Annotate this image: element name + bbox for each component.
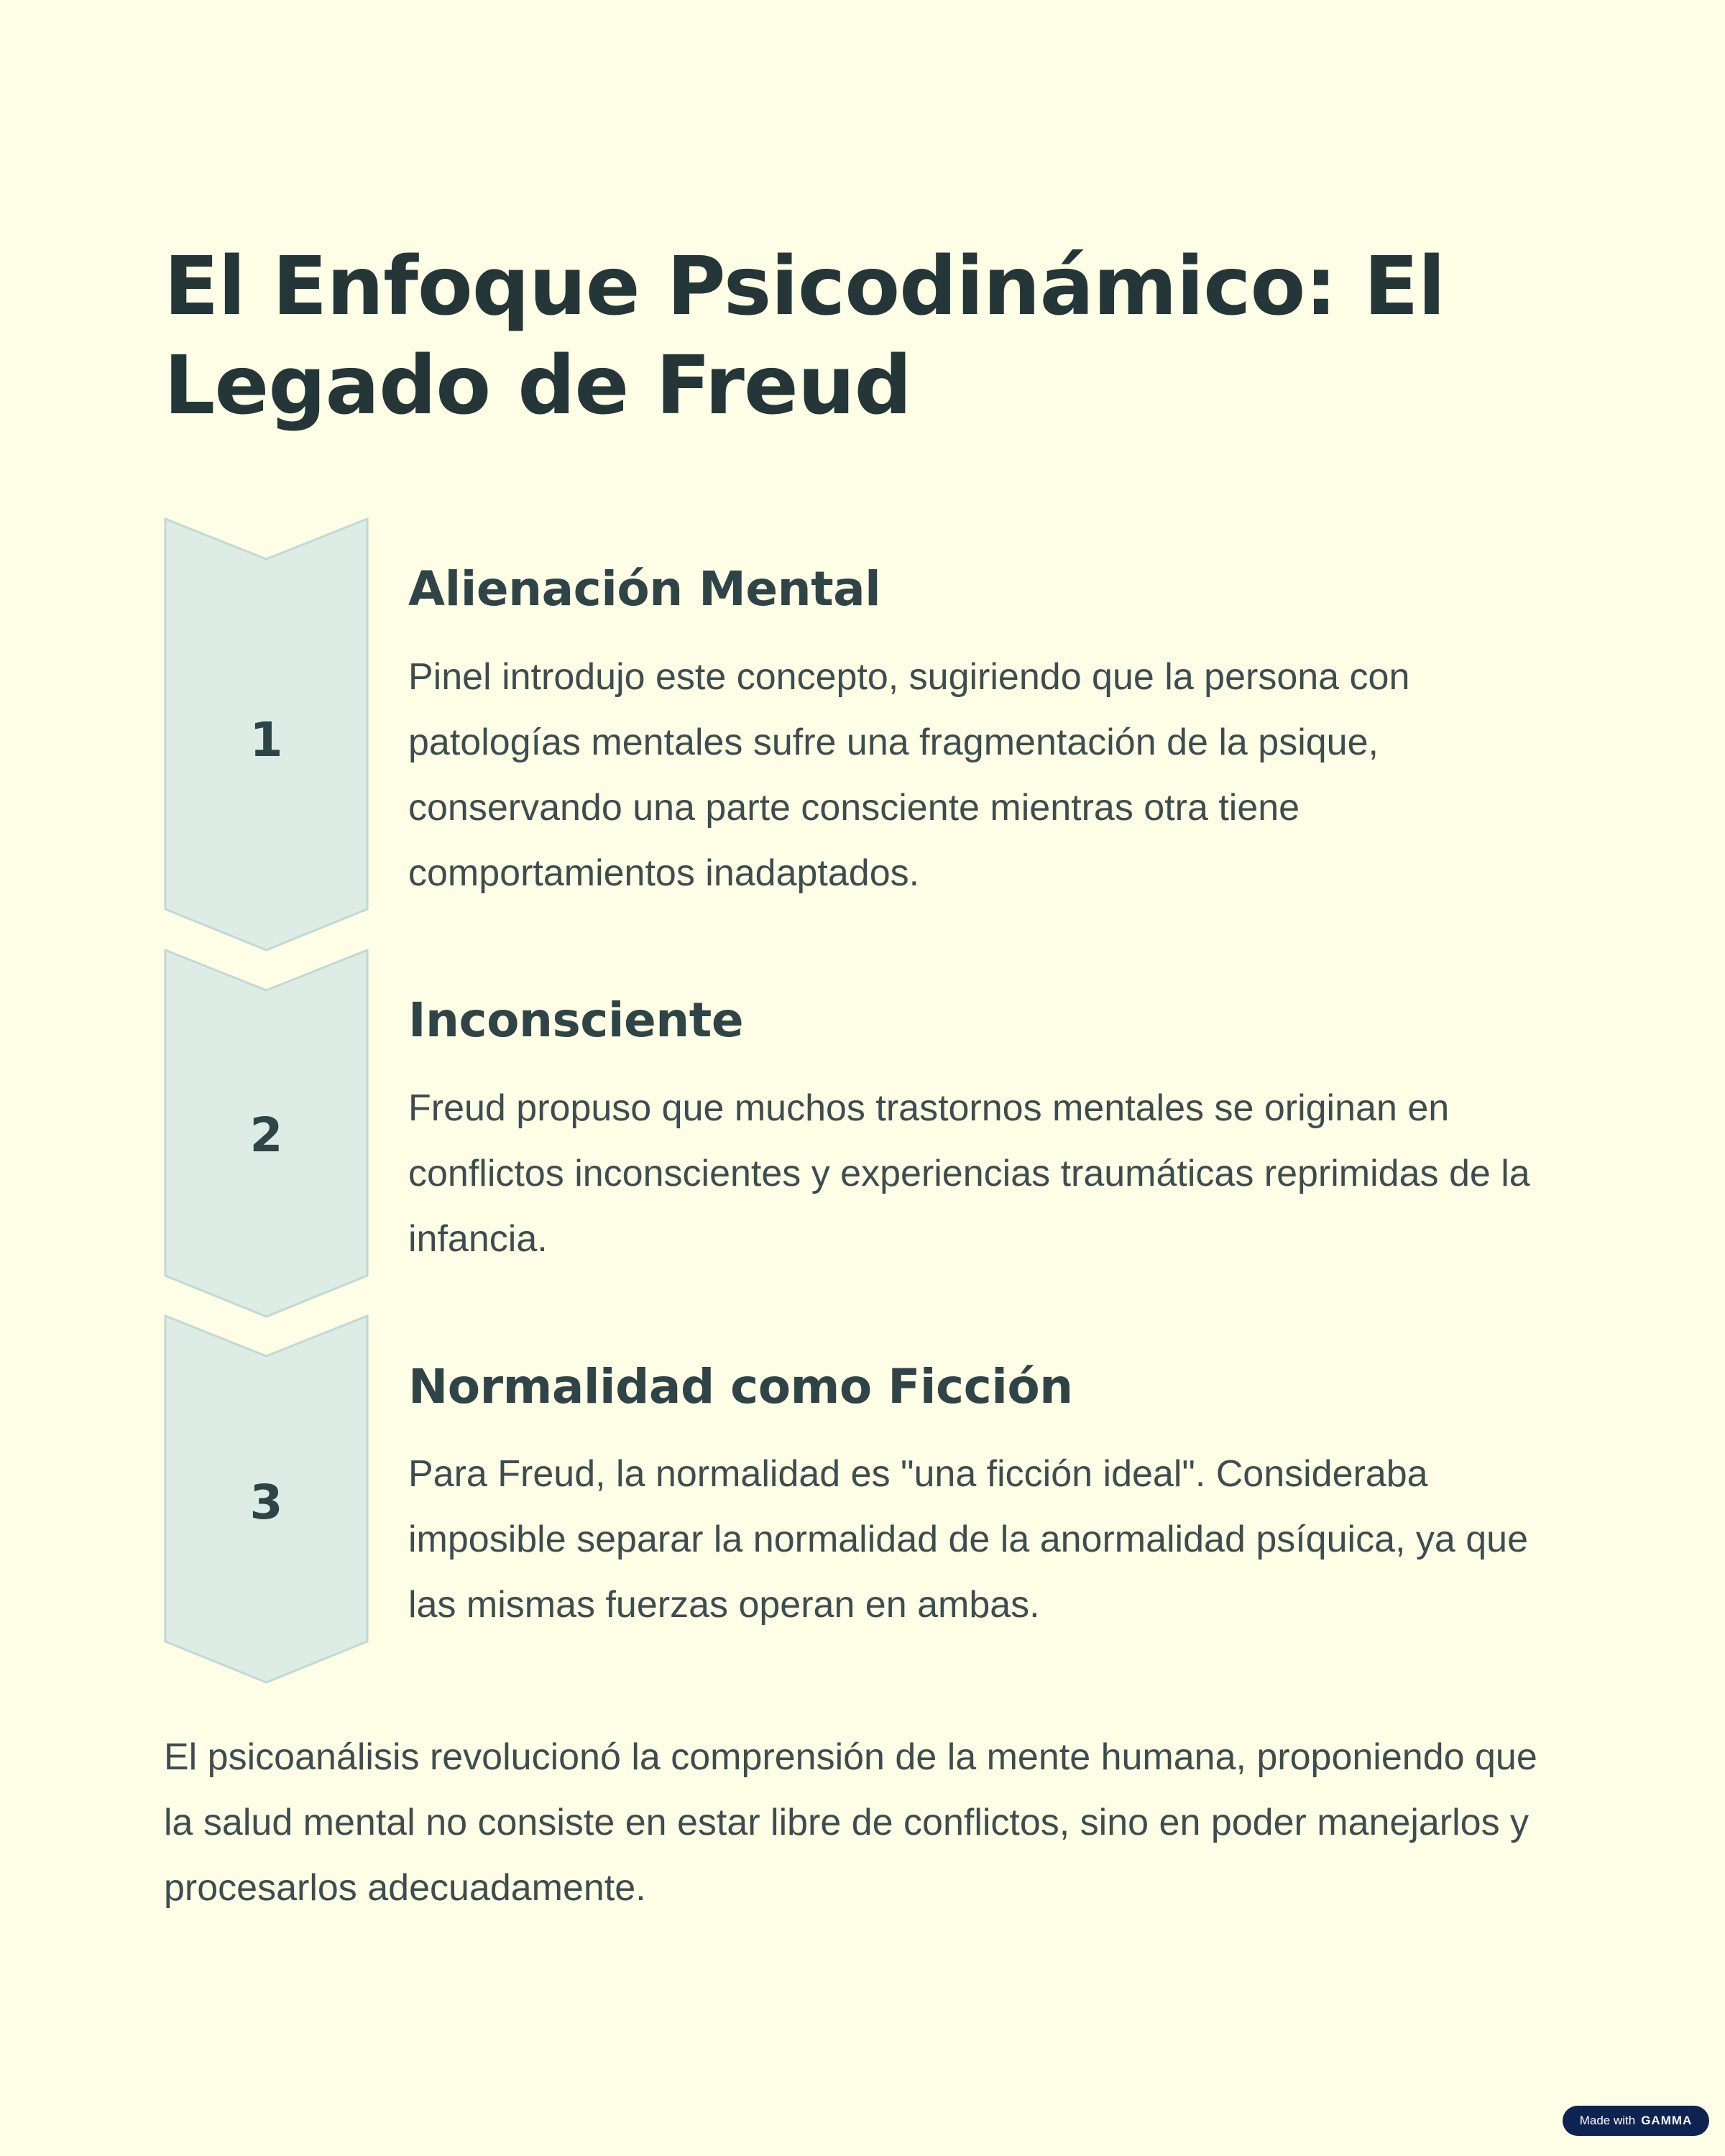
badge-prefix: Made with xyxy=(1579,2114,1636,2127)
page-title: El Enfoque Psicodinámico: El Legado de Freud xyxy=(164,240,1445,433)
made-with-gamma-badge[interactable] xyxy=(1563,2106,1709,2136)
step-number: 2 xyxy=(249,1107,283,1163)
step-body: Para Freud, la normalidad es "una ficción ideal". Consideraba imposible separar la normalidad de la anormalidad psíquica, ya que las mismas fuerzas operan en ambas. xyxy=(408,1453,1529,1626)
step-number: 3 xyxy=(249,1475,283,1530)
step-body: Freud propuso que muchos trastornos mentales se originan en conflictos inconscientes y experiencias traumáticas reprimidas de la infancia. xyxy=(408,1087,1530,1260)
step-chevron-2 xyxy=(164,949,369,1319)
gamma-logo-text: GAMMA xyxy=(1641,2114,1693,2127)
step-heading: Normalidad como Ficción xyxy=(408,1359,1073,1414)
step-heading: Alienación Mental xyxy=(408,561,881,617)
step-heading: Inconsciente xyxy=(408,992,744,1048)
step-chevron-1 xyxy=(164,517,369,952)
closing-paragraph: El psicoanálisis revolucionó la comprensión de la mente humana, proponiendo que la salud mental no consiste en estar libre de conflictos, sino en poder manejarlos y procesarlos adecuadamente. xyxy=(164,1736,1537,1909)
step-number: 1 xyxy=(249,712,283,768)
step-body: Pinel introdujo este concepto, sugiriendo que la persona con patologías mentales sufre una fragmentación de la psique, conservando una parte consciente mientras otra tiene comportamientos inadaptados. xyxy=(408,656,1410,894)
step-chevron-3 xyxy=(164,1314,369,1685)
